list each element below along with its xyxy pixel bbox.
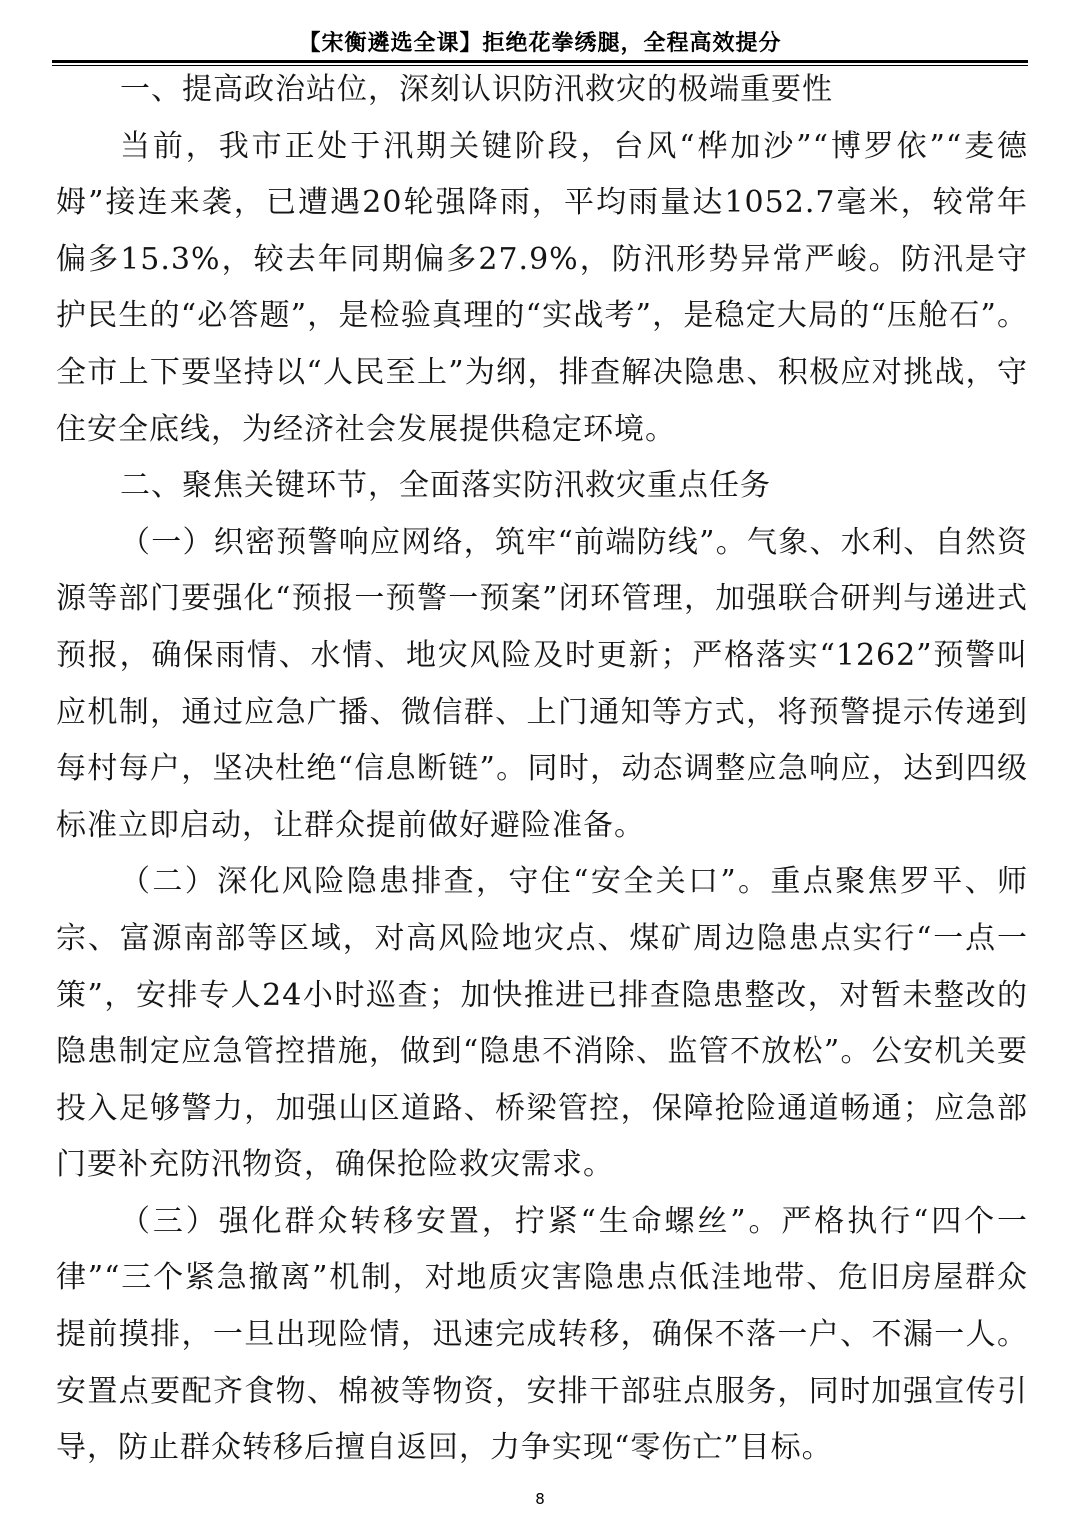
paragraph-task-1: （一）织密预警响应网络，筑牢“前端防线”。气象、水利、自然资源等部门要强化“预报一预警一预案”闭环管理，加强联合研判与递进式预报，确保雨情、水情、地灾风险及时更新；严格落实“1262”预警叫应机制，通过应急广播、微信群、上门通知等方式，将预警提示传递到每村每户，坚决杜绝“信息断链”。同时，动态调整应急响应，达到四级标准立即启动，让群众提前做好避险准备。	[56, 524, 1028, 843]
paragraph-situation: 当前，我市正处于汛期关键阶段，台风“桦加沙”“博罗依”“麦德姆”接连来袭，已遭遇20轮强降雨，平均雨量达1052.7毫米，较常年偏多15.3%，较去年同期偏多27.9%，防汛形势异常严峻。防汛是守护民生的“必答题”，是检验真理的“实战考”，是稳定大局的“压舱石”。全市上下要坚持以“人民至上”为纲，排查解决隐患、积极应对挑战，守住安全底线，为经济社会发展提供稳定环境。	[56, 128, 1028, 447]
header-banner: 【宋衡遴选全课】拒绝花拳绣腿，全程高效提分	[298, 31, 782, 56]
section-heading-1: 一、提高政治站位，深刻认识防汛救灾的极端重要性	[120, 72, 833, 107]
paragraph-task-2: （二）深化风险隐患排查，守住“安全关口”。重点聚焦罗平、师宗、富源南部等区域，对高风险地灾点、煤矿周边隐患点实行“一点一策”，安排专人24小时巡查；加快推进已排查隐患整改，对暂未整改的隐患制定应急管控措施，做到“隐患不消除、监管不放松”。公安机关要投入足够警力，加强山区道路、桥梁管控，保障抢险通道畅通；应急部门要补充防汛物资，确保抢险救灾需求。	[56, 864, 1028, 1183]
paragraph-task-3: （三）强化群众转移安置，拧紧“生命螺丝”。严格执行“四个一律”“三个紧急撤离”机制，对地质灾害隐患点低洼地带、危旧房屋群众提前摸排，一旦出现险情，迅速完成转移，确保不落一户、不漏一人。安置点要配齐食物、棉被等物资，安排干部驻点服务，同时加强宣传引导，防止群众转移后擅自返回，力争实现“零伤亡”目标。	[56, 1203, 1028, 1466]
section-heading-2: 二、聚焦关键环节，全面落实防汛救灾重点任务	[120, 468, 771, 504]
body-text	[56, 62, 1028, 1477]
page-number: 8	[535, 1490, 545, 1508]
